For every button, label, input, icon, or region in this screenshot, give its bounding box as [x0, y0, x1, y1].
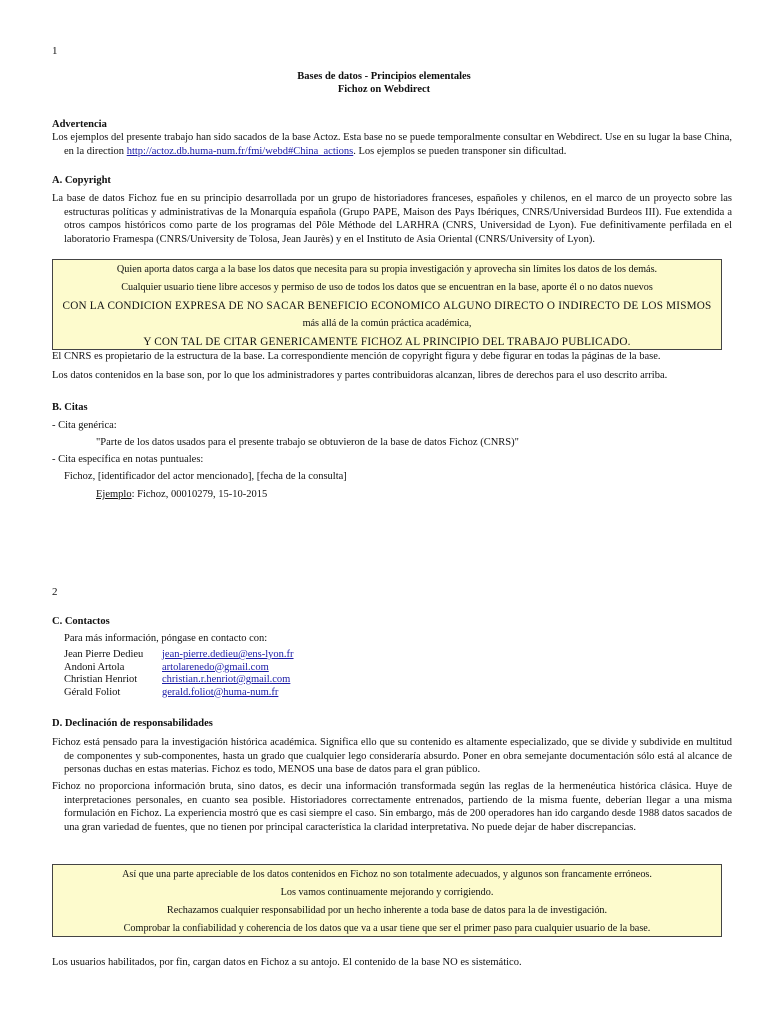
- declinacion-paragraph-3: Los usuarios habilitados, por fin, cargan datos en Fichoz a su antojo. El contenido de la base NO es sistemático.: [52, 957, 522, 968]
- contact-row: [64, 662, 294, 675]
- contact-name: Jean Pierre Dedieu: [64, 649, 144, 660]
- box-line: Los vamos continuamente mejorando y corrigiendo.: [280, 887, 494, 898]
- cita-especifica-format: Fichoz, [identificador del actor mencionado], [fecha de la consulta]: [64, 471, 347, 482]
- advertencia-paragraph: [52, 131, 732, 158]
- page-number-2: 2: [52, 586, 58, 598]
- document-subtitle: Fichoz on Webdirect: [337, 84, 431, 95]
- contact-email-link[interactable]: gerald.foliot@huma-num.fr: [162, 686, 279, 698]
- example-text: : Fichoz, 00010279, 15-10-2015: [131, 489, 268, 500]
- box-line: Cualquier usuario tiene libre accesos y permiso de uso de todos los datos que se encuentran en la base, aporte él o no datos nuevos: [121, 282, 653, 293]
- contact-email-link[interactable]: jean-pierre.dedieu@ens-lyon.fr: [162, 649, 294, 660]
- declinacion-heading: D. Declinación de responsabilidades: [52, 718, 213, 729]
- box-line: Quien aporta datos carga a la base los datos que necesita para su propia investigación y aprovecha sin límites los datos de los demás.: [116, 264, 658, 275]
- actoz-webdirect-link[interactable]: http://actoz.db.huma-num.fr/fmi/webd#China_actions: [126, 145, 354, 157]
- document-title: Bases de datos - Principios elementales: [297, 71, 471, 82]
- declinacion-paragraph-1: Fichoz está pensado para la investigación histórica académica. Significa ello que su contenido es altamente especializado, que se divide y subdivide en multitud de componentes y sub-componentes, hasta un grado que cualquier lego consideraría absurdo. Poner en obra semejante documentación sólo está al alcance de personas duchas en estas materias. Fichoz es todo, MENOS una base de datos para el gran público.: [52, 737, 732, 776]
- box-line: Rechazamos cualquier responsabilidad por un hecho inherente a toda base de datos para la de investigación.: [166, 905, 608, 916]
- contactos-heading: C. Contactos: [52, 616, 110, 627]
- citas-heading: B. Citas: [52, 402, 88, 413]
- copyright-paragraph-2: El CNRS es propietario de la estructura de la base. La correspondiente mención de copyright figura y debe figurar en todas la páginas de la base.: [52, 351, 661, 362]
- contact-email-link[interactable]: christian.r.henriot@gmail.com: [162, 674, 291, 685]
- cita-especifica-label: - Cita específica en notas puntuales:: [52, 454, 204, 465]
- cita-generica-quote: "Parte de los datos usados para el presente trabajo se obtuvieron de la base de datos Fichoz (CNRS)": [96, 437, 519, 448]
- page-number-1: 1: [52, 45, 58, 57]
- copyright-conditions-box: [52, 259, 722, 350]
- advertencia-text: Los ejemplos del presente trabajo han sido sacados de la base Actoz. Esta base no se puede temporalmente consultar en Webdirect. Use en su lugar la base China, en la direction: [52, 132, 732, 157]
- box-line: Así que una parte apreciable de los datos contenidos en Fichoz no son totalmente adecuados, y algunos son francamente erróneos.: [122, 869, 652, 880]
- contact-row: [64, 649, 294, 662]
- box-line: más allá de la común práctica académica,: [302, 318, 472, 329]
- contact-email-link[interactable]: artolarenedo@gmail.com: [162, 661, 269, 673]
- disclaimer-box: [52, 864, 722, 937]
- copyright-paragraph-3: Los datos contenidos en la base son, por lo que los administradores y partes contribuidoras alcanzan, libres de derechos para el uso descrito arriba.: [52, 370, 668, 381]
- cita-example: [96, 488, 267, 502]
- contact-row: [64, 674, 294, 687]
- contactos-intro: Para más información, póngase en contacto con:: [64, 633, 268, 644]
- declinacion-paragraph-2: Fichoz no proporciona información bruta, sino datos, es decir una información transformada según las reglas de la hermenéutica histórica clásica. Huye de interpretaciones personales, en cuanto sea posible. Historiadores correctamente entrenados, partiendo de la misma fuente, deberían llegar a una misma formulación en Fichoz. La experiencia mostró que es casi siempre el caso. Sin embargo, más de 200 operadores han ido cargando desde 1988 datos sacados de una gran variedad de fuentes, que no tienen por principal característica la claridad interpretativa. No puede dejar de haber discrepancias.: [52, 781, 732, 833]
- advertencia-heading: Advertencia: [52, 119, 107, 130]
- box-line: Comprobar la confiabilidad y coherencia de los datos que va a usar tiene que ser el primer paso para cualquier usuario de la base.: [123, 923, 651, 934]
- contact-name: Christian Henriot: [64, 674, 138, 685]
- contacts-table: [64, 649, 294, 699]
- copyright-paragraph-1: La base de datos Fichoz fue en su principio desarrollada por un grupo de historiadores franceses, españoles y chilenos, en el marco de un proyecto sobre las estructuras políticas y administrativas de la Monarquía española (Grupo PAPE, Maison des Pays Ibériques, CNRS/Universidad Burdeos III). Fue extendida a otros campos históricos como parte de los programas del Pôle Méthode del LARHRA (CNRS, Universidad de Lyon). Fue definitivamente perfilada en el laboratorio Framespa (CNRS/University de Tolosa, Jean Jaurès) y en el Instituto de Asia Oriental (CNRS/University of Lyon).: [52, 193, 732, 245]
- copyright-heading: A. Copyright: [52, 175, 111, 186]
- contact-name: Andoni Artola: [64, 661, 125, 673]
- box-line: CON LA CONDICION EXPRESA DE NO SACAR BENEFICIO ECONOMICO ALGUNO DIRECTO O INDIRECTO DE LOS MISMOS: [62, 300, 712, 312]
- example-label: Ejemplo: [96, 489, 132, 500]
- advertencia-text-end: . Los ejemplos se pueden transponer sin dificultad.: [353, 145, 567, 157]
- contact-row: [64, 687, 294, 700]
- box-line: Y CON TAL DE CITAR GENERICAMENTE FICHOZ AL PRINCIPIO DEL TRABAJO PUBLICADO.: [143, 336, 631, 348]
- contact-name: Gérald Foliot: [64, 686, 121, 698]
- cita-generica-label: - Cita genérica:: [52, 420, 117, 431]
